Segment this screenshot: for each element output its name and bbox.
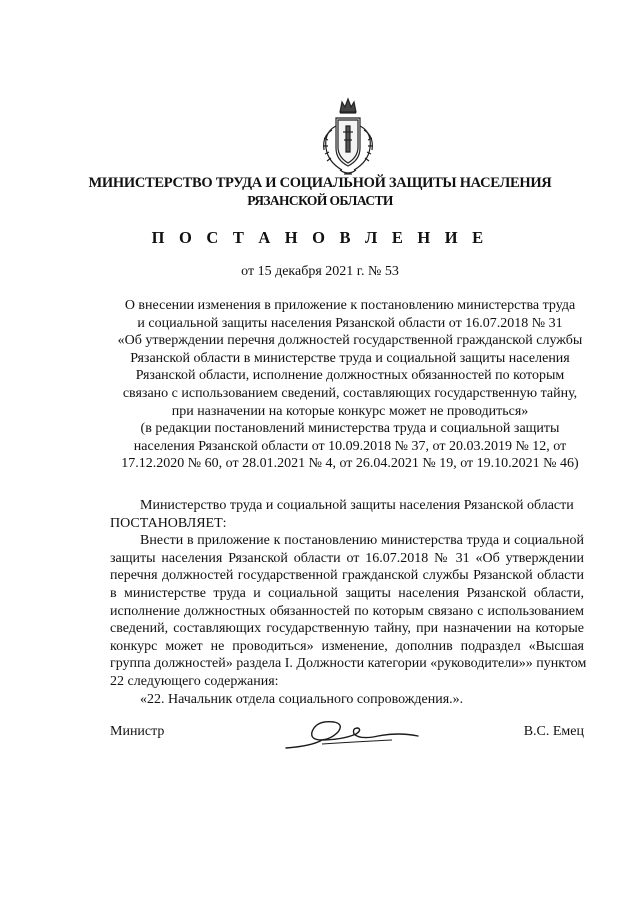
document-date-number: от 15 декабря 2021 г. № 53	[241, 264, 399, 279]
handwritten-signature	[282, 710, 422, 756]
document-type-title: П О С Т А Н О В Л Е Н И Е	[151, 228, 489, 247]
body-line: Министерство труда и социальной защиты населения Рязанской области	[140, 498, 574, 513]
body-line: конкурс может не проводиться» изменение, дополнив подраздел «Высшая	[110, 638, 584, 654]
subject-line: Рязанской области в министерстве труда и социальной защиты населения	[130, 350, 570, 366]
subject-line: (в редакции постановлений министерства труда и социальной защиты	[140, 421, 560, 437]
ministry-name-line1: МИНИСТЕРСТВО ТРУДА И СОЦИАЛЬНОЙ ЗАЩИТЫ НАСЕЛЕНИЯ	[88, 175, 552, 191]
subject-line: «Об утверждении перечня должностей государственной гражданской службы	[117, 333, 583, 349]
subject-line: связано с использованием сведений, составляющих государственную тайну,	[122, 385, 578, 401]
ministry-name-line2: РЯЗАНСКОЙ ОБЛАСТИ	[247, 193, 393, 208]
body-line: перечня должностей государственной гражданской службы Рязанской области	[110, 568, 584, 584]
body-line: 22 следующего содержания:	[110, 673, 279, 689]
body-line: «22. Начальник отдела социального сопровождения.».	[140, 691, 464, 707]
body-line: сведений, составляющих государственную тайну, при назначении на которые	[110, 621, 584, 637]
body-line: ПОСТАНОВЛЯЕТ:	[110, 515, 227, 531]
subject-line: и социальной защиты населения Рязанской области от 16.07.2018 № 31	[137, 315, 563, 331]
document-subject	[100, 297, 600, 473]
subject-line: при назначении на которые конкурс может не проводиться»	[171, 403, 529, 419]
signer-role: Министр	[110, 724, 165, 739]
document-body	[110, 497, 587, 708]
body-line: Внести в приложение к постановлению министерства труда и социальной	[140, 533, 584, 549]
body-line: исполнение должностных обязанностей по которым связано с использованием	[110, 603, 584, 619]
subject-line: населения Рязанской области от 10.09.2018 № 37, от 20.03.2019 № 12, от	[133, 438, 567, 454]
subject-line: Рязанской области, исполнение должностных обязанностей по которым	[135, 368, 565, 384]
subject-line: 17.12.2020 № 60, от 28.01.2021 № 4, от 26.04.2021 № 19, от 19.10.2021 № 46)	[121, 456, 579, 472]
signer-name: В.С. Емец	[523, 724, 584, 739]
subject-line: О внесении изменения в приложение к постановлению министерства труда	[124, 298, 576, 313]
coat-of-arms-icon	[316, 96, 380, 180]
signature-block	[110, 724, 584, 764]
ministry-name	[0, 174, 640, 210]
body-line: группа должностей» раздела I. Должности категории «руководители»» пунктом	[110, 656, 587, 672]
body-line: защиты населения Рязанской области от 16.07.2018 № 31 «Об утверждении	[110, 550, 584, 566]
body-line: в министерстве труда и социальной защиты населения Рязанской области,	[110, 585, 584, 601]
